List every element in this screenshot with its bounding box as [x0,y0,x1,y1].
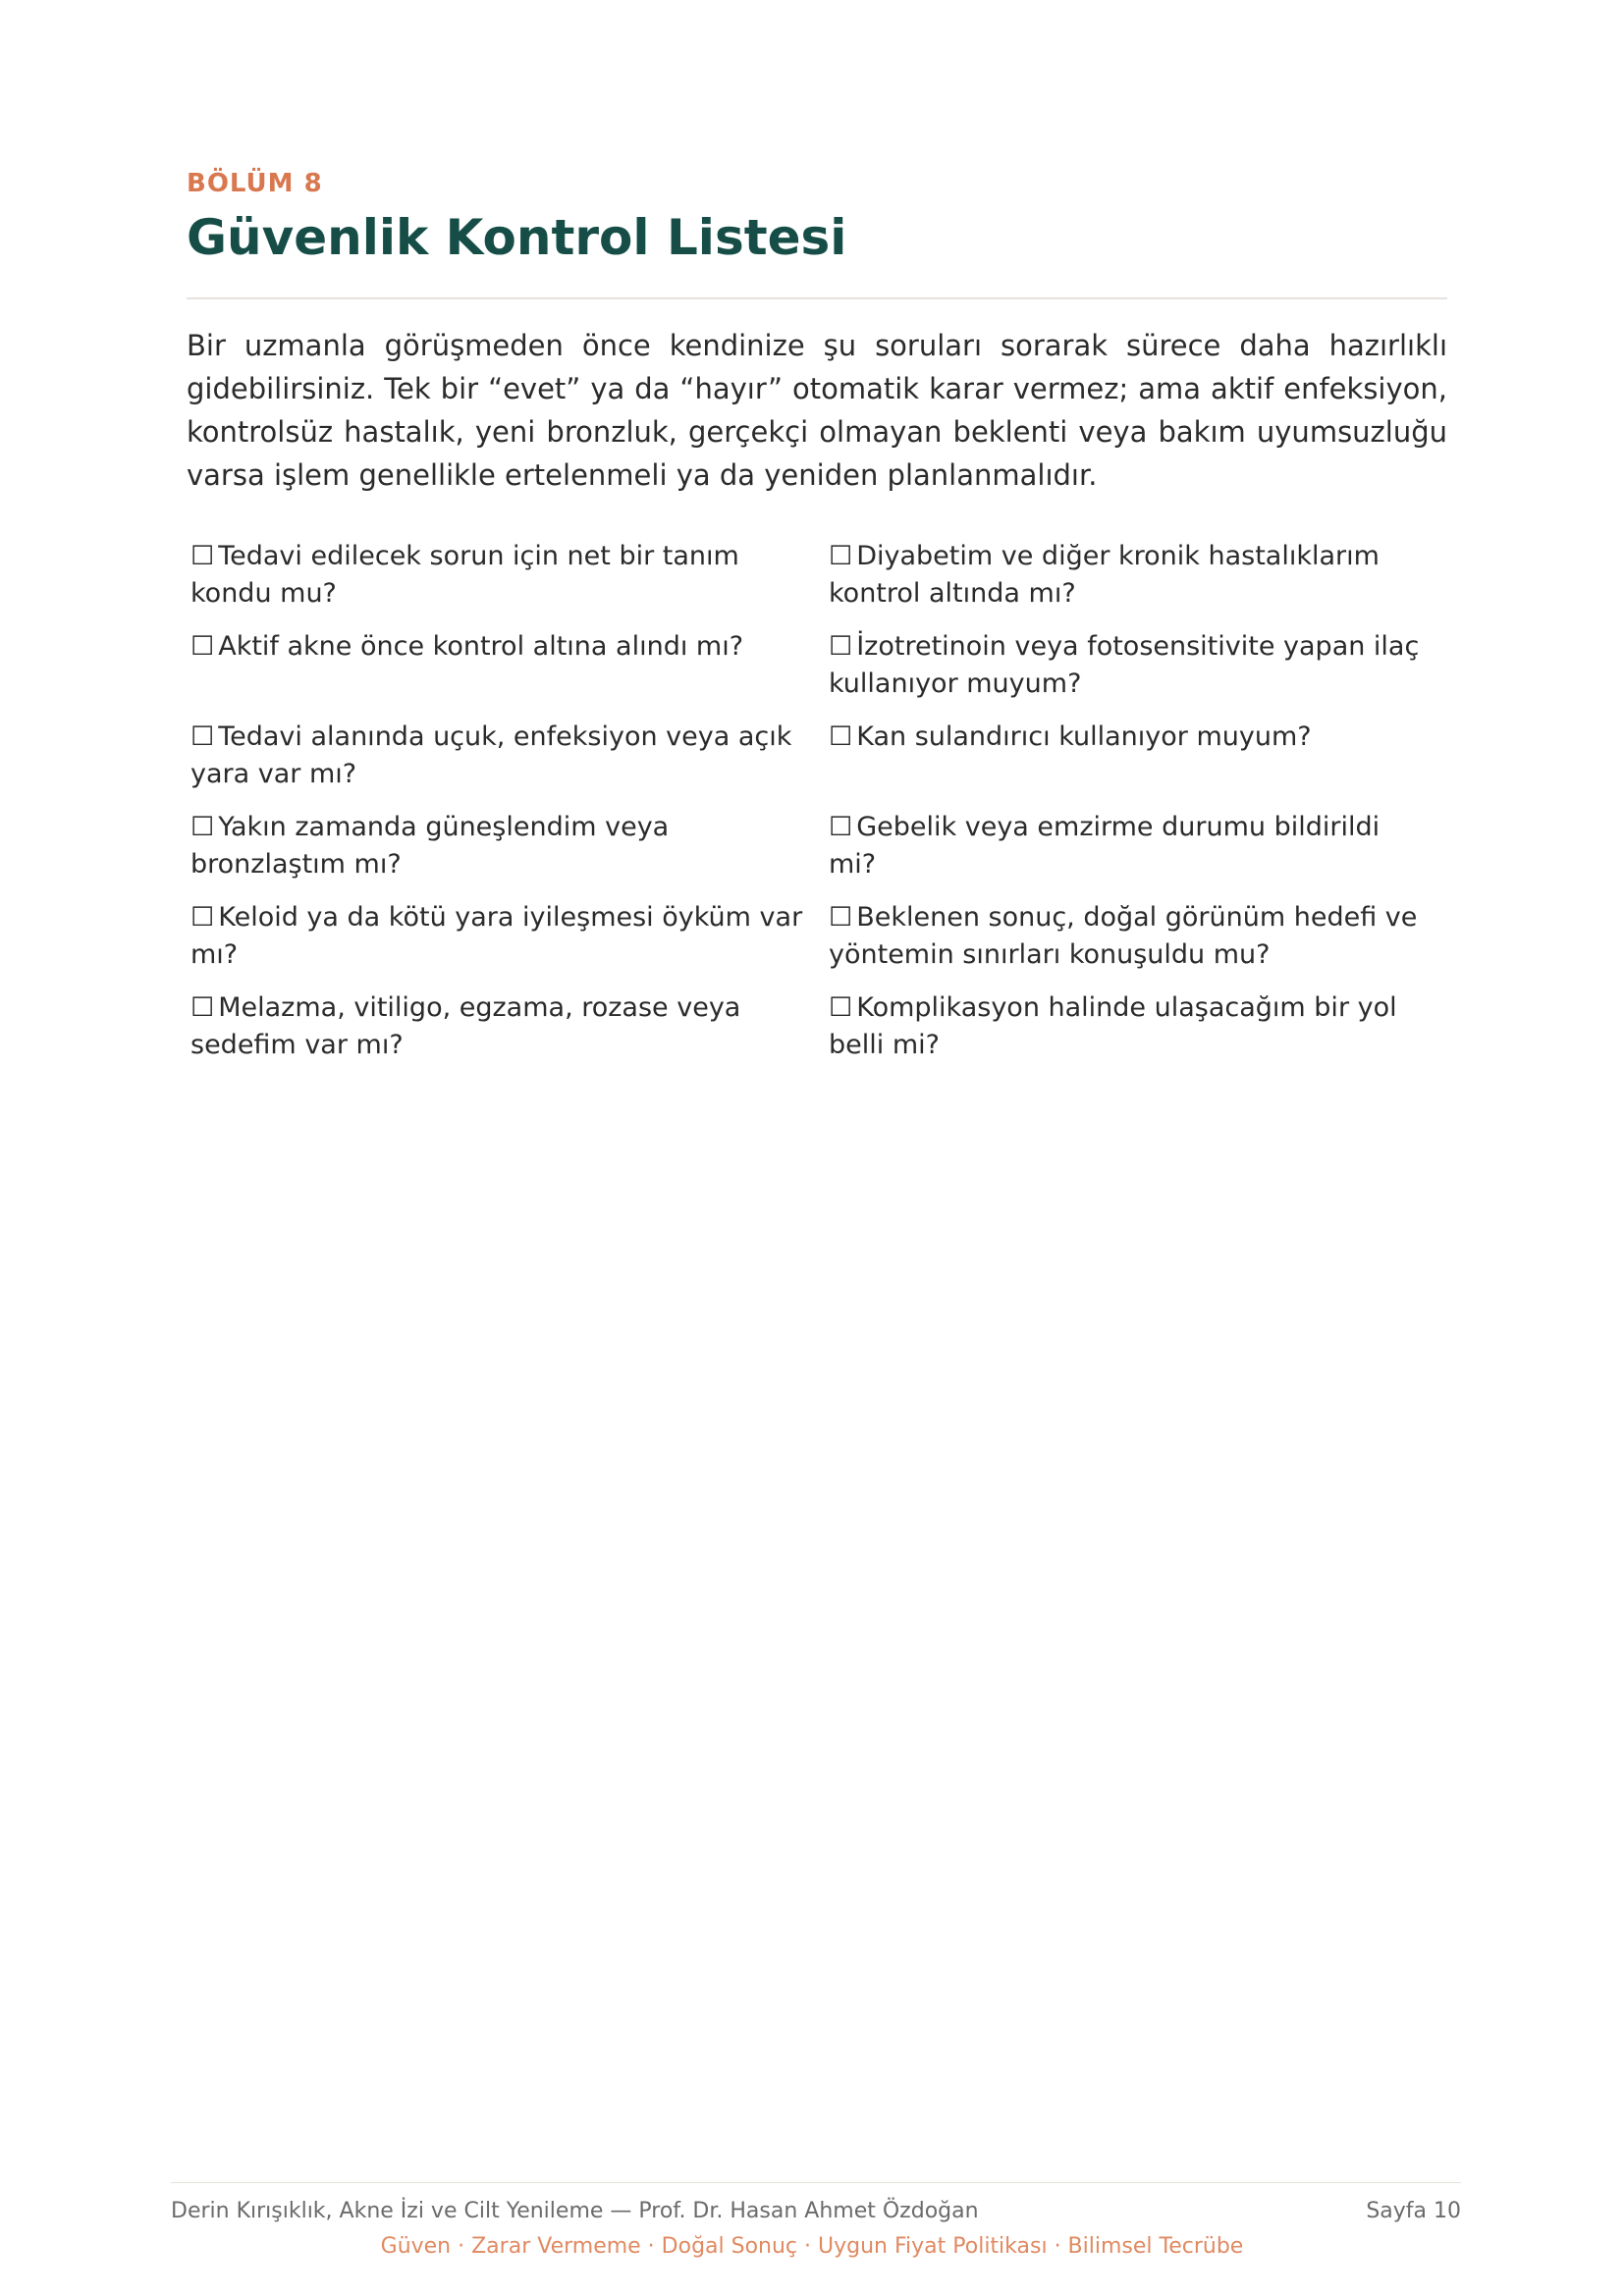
checkbox-icon[interactable]: ☐ [190,721,215,752]
checklist-item[interactable] [190,628,829,703]
footer-page-number: Sayfa 10 [1366,2199,1461,2223]
checklist-item-text: Melazma, vitiligo, egzama, rozase veya sedefim var mı? [190,992,741,1060]
checklist-item[interactable] [829,628,1451,703]
checklist-item[interactable] [190,809,829,883]
checklist-item[interactable] [829,989,1451,1064]
checklist-item[interactable] [190,989,829,1064]
checkbox-icon[interactable]: ☐ [829,812,853,842]
checkbox-icon[interactable]: ☐ [190,992,215,1023]
checklist-item-text: Aktif akne önce kontrol altına alındı mı? [218,631,744,662]
checklist [190,538,1451,1064]
checklist-item[interactable] [829,809,1451,883]
checklist-item-text: Beklenen sonuç, doğal görünüm hedefi ve yöntemin sınırları konuşuldu mu? [829,902,1418,970]
checkbox-icon[interactable]: ☐ [829,631,853,662]
checklist-item[interactable] [829,899,1451,974]
checklist-item-text: İzotretinoin veya fotosensitivite yapan ilaç kullanıyor muyum? [829,631,1420,699]
checklist-item-text: Tedavi edilecek sorun için net bir tanım kondu mu? [190,541,739,609]
checklist-item[interactable] [829,719,1451,793]
checkbox-icon[interactable]: ☐ [190,902,215,933]
chapter-label: BÖLÜM 8 [187,169,323,198]
checklist-item-text: Diyabetim ve diğer kronik hastalıklarım kontrol altında mı? [829,541,1380,609]
checklist-item-text: Keloid ya da kötü yara iyileşmesi öyküm var mı? [190,902,803,970]
footer-divider [171,2182,1461,2183]
checkbox-icon[interactable]: ☐ [190,541,215,571]
checkbox-icon[interactable]: ☐ [829,541,853,571]
checkbox-icon[interactable]: ☐ [829,721,853,752]
checklist-item-text: Gebelik veya emzirme durumu bildirildi mi? [829,812,1380,880]
checkbox-icon[interactable]: ☐ [190,812,215,842]
intro-paragraph: Bir uzmanla görüşmeden önce kendinize şu soruları sorarak sürece daha hazırlıklı gidebilirsiniz. Tek bir “evet” ya da “hayır” otomatik karar vermez; ama aktif enfeksiyon, kontrolsüz hastalık, yeni bronzluk, gerçekçi olmayan beklenti veya bakım uyumsuzluğu varsa işlem genellikle ertelenmeli ya da yeniden planlanmalıdır. [187,329,1447,492]
footer-tagline: Güven · Zarar Vermeme · Doğal Sonuç · Uygun Fiyat Politikası · Bilimsel Tecrübe [380,2234,1244,2259]
checklist-item-text: Yakın zamanda güneşlendim veya bronzlaştım mı? [190,812,670,880]
checklist-item[interactable] [190,719,829,793]
checklist-item-text: Komplikasyon halinde ulaşacağım bir yol belli mi? [829,992,1397,1060]
footer-book-title: Derin Kırışıklık, Akne İzi ve Cilt Yenileme — Prof. Dr. Hasan Ahmet Özdoğan [171,2199,979,2223]
checklist-item-text: Kan sulandırıcı kullanıyor muyum? [856,721,1312,752]
checklist-item[interactable] [190,899,829,974]
checklist-item-text: Tedavi alanında uçuk, enfeksiyon veya açık yara var mı? [190,721,792,789]
title-divider [187,297,1447,299]
page-title: Güvenlik Kontrol Listesi [187,209,847,266]
checkbox-icon[interactable]: ☐ [829,902,853,933]
checkbox-icon[interactable]: ☐ [829,992,853,1023]
checklist-item[interactable] [829,538,1451,613]
checklist-item[interactable] [190,538,829,613]
checkbox-icon[interactable]: ☐ [190,631,215,662]
